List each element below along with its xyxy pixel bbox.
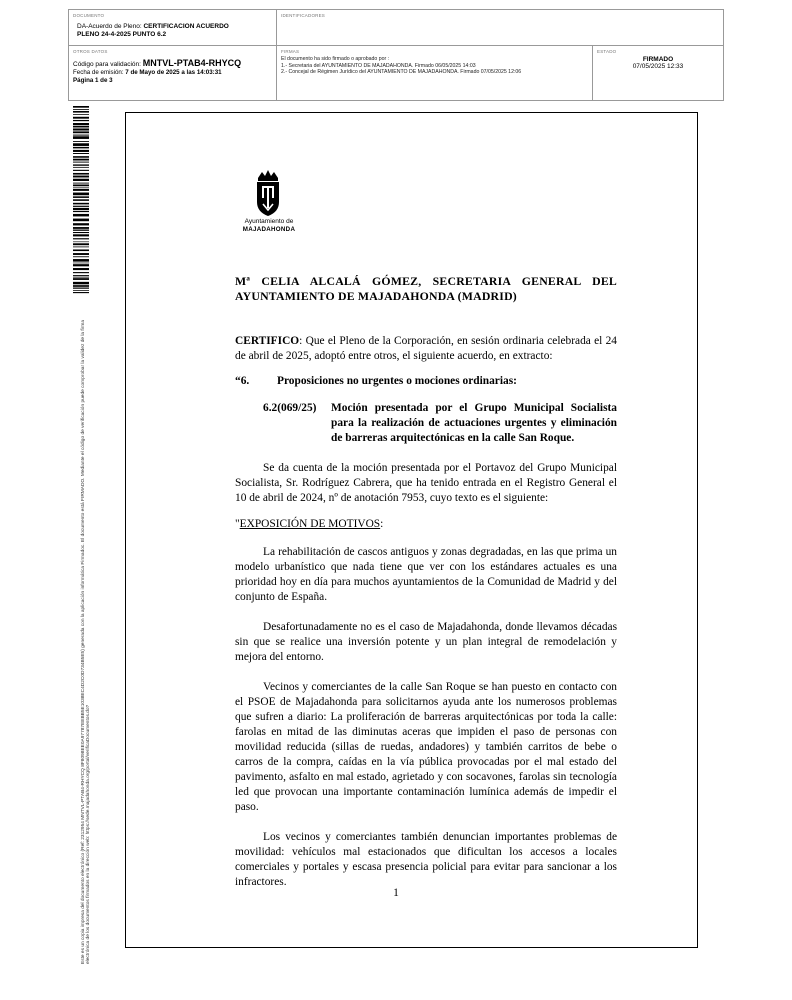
page-count: Página 1 de 3 <box>73 77 113 84</box>
logo-caption-1: Ayuntamiento de <box>244 218 294 225</box>
firma-2: 2.- Concejal de Régimen Jurídico del AYUNTAMIENTO DE MAJADAHONDA. Firmado 07/05/2025 12:06 <box>281 69 522 75</box>
document-title: Mª CELIA ALCALÁ GÓMEZ, SECRETARIA GENERAL DEL AYUNTAMIENTO DE MAJADAHONDA (MADRID) <box>235 274 617 303</box>
validation-code: MNTVL-PTAB4-RHYCQ <box>142 58 242 68</box>
otros-datos-cell <box>69 46 277 100</box>
document-body <box>235 274 617 890</box>
identificadores-caption: IDENTIFICADORES <box>281 13 326 18</box>
certifico-paragraph: CERTIFICO: Que el Pleno de la Corporación, en sesión ordinaria celebrada el 24 de abril de 2025, adoptó entre otros, el siguiente acuerdo, en extracto: <box>235 335 617 362</box>
barcode <box>73 106 89 294</box>
agenda-item <box>263 401 617 446</box>
emission-date-line: Fecha de emisión: 7 de Mayo de 2025 a las 14:03:31 <box>73 69 222 76</box>
firmas-cell <box>277 46 593 100</box>
firmas-caption: FIRMAS <box>281 49 300 54</box>
documento-text: DA-Acuerdo de Pleno: CERTIFICACION ACUERDO PLENO 24-4-2025 PUNTO 6.2 <box>77 23 229 38</box>
point-number: “6. <box>235 375 250 387</box>
point-title: Proposiciones no urgentes o mociones ordinarias: <box>277 375 517 387</box>
logo-caption-2: MAJADAHONDA <box>242 226 296 233</box>
exposicion-heading: "EXPOSICIÓN DE MOTIVOS: <box>235 518 384 530</box>
firma-1: 1.- Secretaria del AYUNTAMIENTO DE MAJADAHONDA. Firmado 06/05/2025 14:03 <box>281 62 476 69</box>
estado-caption: ESTADO <box>597 49 617 54</box>
paragraph-2: Desafortunadamente no es el caso de Majadahonda, donde llevamos décadas sin que se realice una inversión potente y un plan integral de remodelación y mejora del entorno. <box>235 621 617 663</box>
page-number: 1 <box>393 887 399 899</box>
point-heading <box>235 374 617 389</box>
paragraph-4: Los vecinos y comerciantes también denuncian importantes problemas de movilidad: vehículos mal estacionados que dificultan los accesos a locales comerciales y portales y escasa presencia policial para evitar para sancionar a los infractores. <box>235 831 617 888</box>
paragraph-3: Vecinos y comerciantes de la calle San Roque se han puesto en contacto con el PSOE de Majadahonda para solicitarnos ayuda ante los numerosos problemas que sufren a diario: La proliferación de barreras arquitectónicas por toda la calle: farolas en mitad de las diminutas aceras que impiden el paso de personas con movilidad reducida (sillas de ruedas, andadores) y también carritos de bebe o carros de la compra, caídas en la vía pública provocadas por el mal estado del pavimento, asfalto en mal estado, agrietado y con socavones, farolas sin tecnología led que provocan una importante contaminación lumínica además de impedir el paso. <box>235 681 617 813</box>
item-code: 6.2(069/25) <box>263 402 317 414</box>
paragraph-1: La rehabilitación de cascos antiguos y zonas degradadas, en las que prima un modelo urbanístico que nada tiene que ver con los estándares actuales es una prioridad hoy en día para muchos ayuntamientos de la Comunidad de Madrid y del conjunto de España. <box>235 546 617 603</box>
documento-caption: DOCUMENTO <box>73 13 105 18</box>
firmas-intro: El documento ha sido firmado o aprobado por : <box>281 56 390 62</box>
otros-caption: OTROS DATOS <box>73 49 108 54</box>
estado-date: 07/05/2025 12:33 <box>632 63 684 70</box>
validation-code-line: Código para validación: MNTVL-PTAB4-RHYCQ <box>73 58 242 68</box>
validation-header <box>68 9 724 101</box>
estado-cell <box>593 46 723 100</box>
verification-side-note: Este es un copia impresa del documento electrónico (Ref: 2312954 MNTVL-PTAB4-RHYCQ 8F8098EE0A97787EEBB5E1038EC4D2C0D734B5E5) generada con la aplicación informática Firmadoc. El documento está FIRMADO. Mediante el código de verificación puede comprobar la validez de la firma electrónica de los documentos firmados en la dirección web: https://sede.majadahonda.org/portal/verificaDocumentos.do? <box>81 319 92 964</box>
paragraph-cuenta: Se da cuenta de la moción presentada por el Portavoz del Grupo Municipal Socialista, Sr. Rodríguez Cabrera, que ha tenido entrada en el Registro General el 10 de abril de 2024, nº de anotación 7953, cuyo texto es el siguiente: <box>235 462 617 504</box>
identificadores-cell <box>277 10 723 46</box>
documento-cell <box>69 10 277 46</box>
item-description: Moción presentada por el Grupo Municipal Socialista para la realización de actuaciones urgentes y eliminación de barreras arquitectónicas en la calle San Roque. <box>331 402 617 444</box>
estado-value: FIRMADO <box>642 56 674 63</box>
